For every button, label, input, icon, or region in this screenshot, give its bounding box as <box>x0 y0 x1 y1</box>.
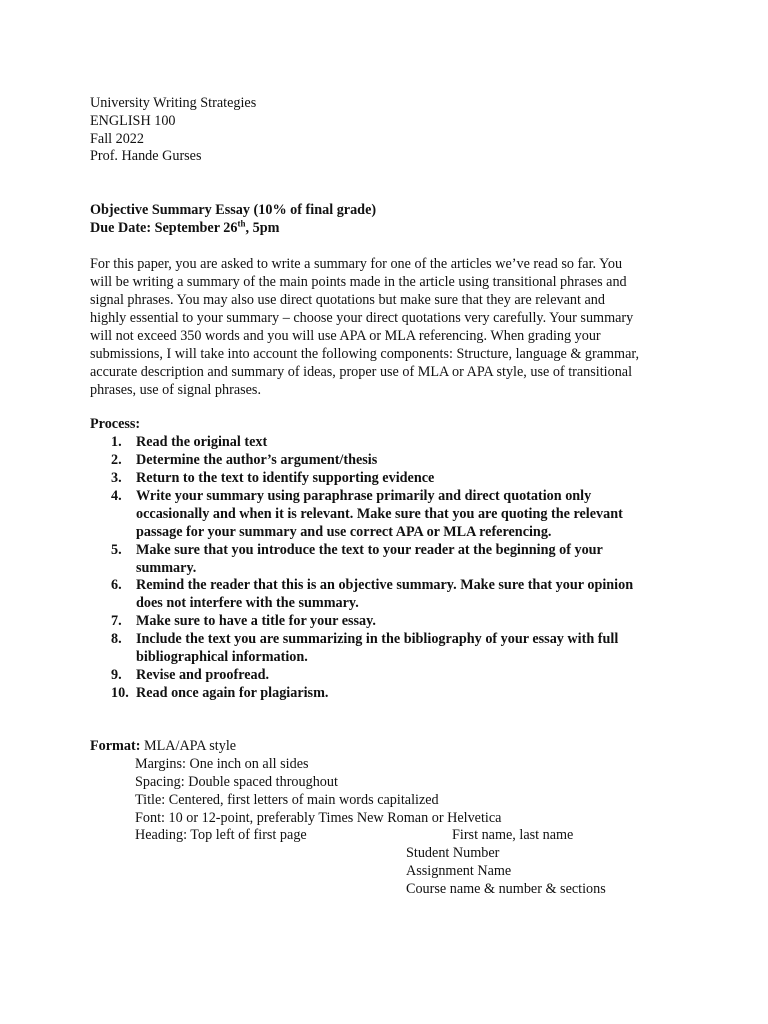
process-heading: Process: <box>90 416 141 432</box>
step-text: Make sure that you introduce the text to your reader at the beginning of your <box>136 542 603 558</box>
term: Fall 2022 <box>90 131 144 147</box>
step-number: 6. <box>111 577 122 593</box>
intro-line: accurate description and summary of ideas, proper use of MLA or APA style, use of transitional <box>90 364 633 380</box>
due-date <box>90 219 279 237</box>
step-text: occasionally and when it is relevant. Make sure that you are quoting the relevant <box>136 506 623 522</box>
step-number: 9. <box>111 667 122 683</box>
intro-line: will be writing a summary of the main points made in the article using transitional phrases and <box>90 274 627 290</box>
step-text: passage for your summary and use correct APA or MLA referencing. <box>136 524 552 540</box>
step-text: Write your summary using paraphrase primarily and direct quotation only <box>136 488 592 504</box>
step-text: summary. <box>136 560 197 576</box>
due-date-prefix: Due Date: September 26 <box>90 220 238 236</box>
intro-line: signal phrases. You may also use direct quotations but make sure that they are relevant and <box>90 292 605 308</box>
step-text: Remind the reader that this is an objective summary. Make sure that your opinion <box>136 577 634 593</box>
format-label: Format: <box>90 738 141 754</box>
step-number: 10. <box>111 685 129 701</box>
step-number: 7. <box>111 613 122 629</box>
assignment-title: Objective Summary Essay (10% of final grade) <box>90 202 377 218</box>
format-margins: Margins: One inch on all sides <box>135 756 309 772</box>
instructor: Prof. Hande Gurses <box>90 148 202 164</box>
format-spacing: Spacing: Double spaced throughout <box>135 774 338 790</box>
step-text: Read once again for plagiarism. <box>136 685 329 701</box>
format-line <box>90 737 236 755</box>
format-title: Title: Centered, first letters of main words capitalized <box>135 792 439 808</box>
step-number: 2. <box>111 452 122 468</box>
step-number: 8. <box>111 631 122 647</box>
heading-item-name: First name, last name <box>452 827 574 843</box>
intro-line: phrases, use of signal phrases. <box>90 382 261 398</box>
step-text: Include the text you are summarizing in the bibliography of your essay with full <box>136 631 619 647</box>
due-date-suffix: , 5pm <box>245 220 280 236</box>
step-text: does not interfere with the summary. <box>136 595 359 611</box>
intro-line: submissions, I will take into account the following components: Structure, language & grammar, <box>90 346 640 362</box>
format-font: Font: 10 or 12-point, preferably Times New Roman or Helvetica <box>135 810 502 826</box>
step-number: 4. <box>111 488 122 504</box>
due-date-superscript: th <box>237 218 246 229</box>
heading-item-course: Course name & number & sections <box>406 881 606 897</box>
intro-line: For this paper, you are asked to write a summary for one of the articles we’ve read so far. You <box>90 256 623 272</box>
course-title: University Writing Strategies <box>90 95 257 111</box>
intro-line: will not exceed 350 words and you will use APA or MLA referencing. When grading your <box>90 328 601 344</box>
step-number: 3. <box>111 470 122 486</box>
step-text: bibliographical information. <box>136 649 308 665</box>
format-value: MLA/APA style <box>143 738 237 754</box>
intro-line: highly essential to your summary – choose your direct quotations very carefully. Your summary <box>90 310 634 326</box>
step-number: 1. <box>111 434 122 450</box>
step-text: Return to the text to identify supporting evidence <box>136 470 435 486</box>
step-text: Make sure to have a title for your essay. <box>136 613 376 629</box>
step-number: 5. <box>111 542 122 558</box>
step-text: Read the original text <box>136 434 268 450</box>
format-heading: Heading: Top left of first page <box>135 827 307 843</box>
course-code: ENGLISH 100 <box>90 113 176 129</box>
heading-item-assignment-name: Assignment Name <box>406 863 512 879</box>
step-text: Determine the author’s argument/thesis <box>136 452 378 468</box>
step-text: Revise and proofread. <box>136 667 270 683</box>
heading-item-student-number: Student Number <box>406 845 500 861</box>
